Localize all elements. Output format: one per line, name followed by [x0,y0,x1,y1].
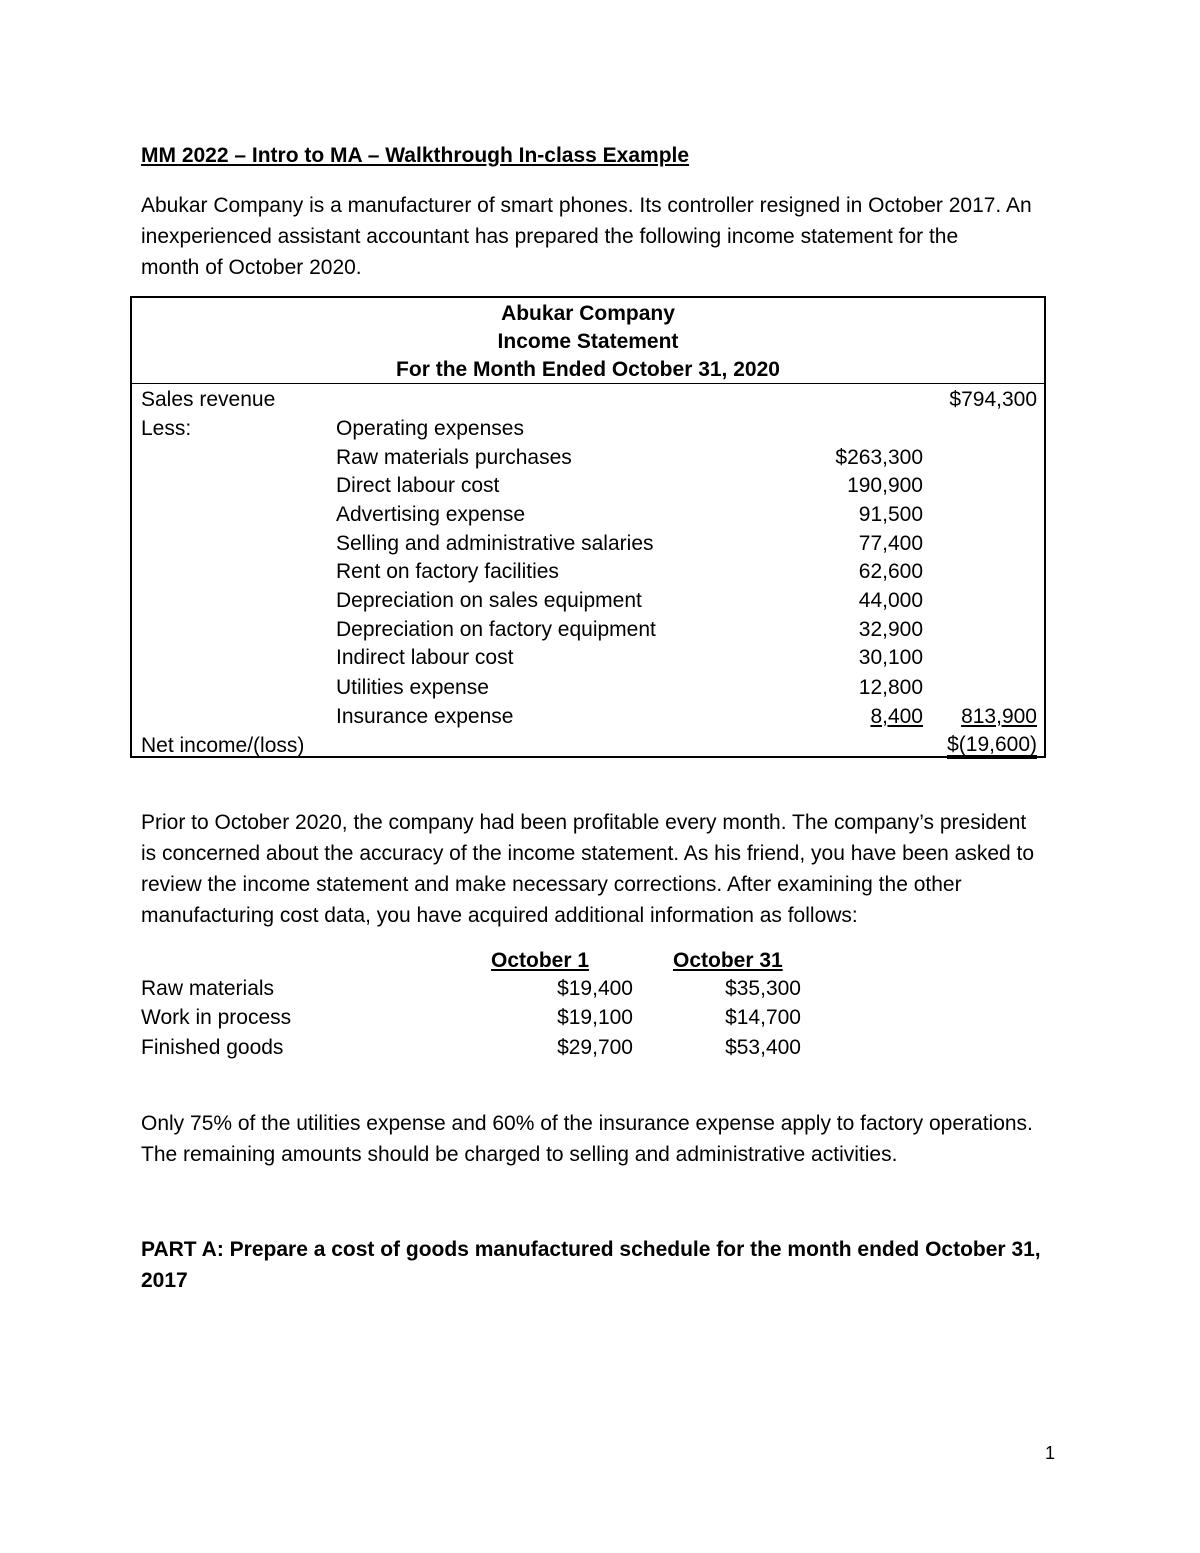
total-expenses: 813,900 [961,705,1037,728]
expense-label: Insurance expense [336,705,514,728]
context-line: manufacturing cost data, you have acquired additional information as follows: [141,904,858,927]
expense-value: 62,600 [858,560,923,583]
inventory-oct1-value: $19,400 [557,977,633,1000]
document-title: MM 2022 – Intro to MA – Walkthrough In-class Example [141,144,690,167]
expense-label: Advertising expense [336,503,526,526]
inventory-row-label: Finished goods [141,1036,284,1059]
statement-company: Abukar Company [501,302,675,325]
inventory-oct1-value: $29,700 [557,1036,633,1059]
context-line: review the income statement and make necessary corrections. After examining the other [141,873,962,896]
allocation-line: Only 75% of the utilities expense and 60% of the insurance expense apply to factory operations. [141,1112,1033,1135]
expense-label: Rent on factory facilities [336,560,559,583]
expense-label: Utilities expense [336,676,489,699]
expense-label: Indirect labour cost [336,646,514,669]
net-income-label: Net income/(loss) [141,734,305,757]
expense-value: 32,900 [858,618,923,641]
intro-paragraph [141,190,1071,283]
expense-value: 12,800 [858,676,923,699]
inventory-row-label: Raw materials [141,977,275,1000]
inventory-row-label: Work in process [141,1006,292,1029]
net-income-value: $(19,600) [947,734,1037,759]
expense-value: 8,400 [870,705,923,728]
statement-name: Income Statement [497,330,679,353]
allocation-line: The remaining amounts should be charged to selling and administrative activities. [141,1143,898,1166]
context-line: is concerned about the accuracy of the income statement. As his friend, you have been asked to [141,842,1035,865]
opex-label: Operating expenses [336,417,524,440]
expense-label: Selling and administrative salaries [336,532,654,555]
statement-header-divider [130,383,1046,384]
part-a-line: PART A: Prepare a cost of goods manufactured schedule for the month ended October 31, [141,1238,1041,1261]
expense-label: Raw materials purchases [336,446,572,469]
sales-label: Sales revenue [141,388,276,411]
expense-value: 44,000 [858,589,923,612]
context-line: Prior to October 2020, the company had been profitable every month. The company’s president [141,811,1027,834]
inventory-oct1-value: $19,100 [557,1006,633,1029]
less-label: Less: [141,417,192,440]
inventory-oct31-value: $35,300 [725,977,801,1000]
part-a-line: 2017 [141,1269,188,1292]
intro-line: inexperienced assistant accountant has prepared the following income statement for the [141,225,959,248]
inventory-oct31-value: $14,700 [725,1006,801,1029]
expense-value: 77,400 [858,532,923,555]
intro-line: month of October 2020. [141,256,362,279]
expense-value: 190,900 [847,474,923,497]
expense-label: Depreciation on factory equipment [336,618,656,641]
inventory-oct31-value: $53,400 [725,1036,801,1059]
allocation-paragraph [141,1108,1081,1170]
inventory-col-october31: October 31 [673,949,783,972]
context-paragraph [141,807,1071,931]
statement-period: For the Month Ended October 31, 2020 [396,358,780,381]
inventory-col-october1: October 1 [491,949,590,972]
intro-line: Abukar Company is a manufacturer of smart phones. Its controller resigned in October 2017. An [141,194,1032,217]
expense-value: 91,500 [858,503,923,526]
expense-label: Direct labour cost [336,474,500,497]
expense-value: $263,300 [835,446,923,469]
page-number: 1 [1044,1443,1055,1463]
expense-label: Depreciation on sales equipment [336,589,642,612]
expense-value: 30,100 [858,646,923,669]
part-a-instruction [141,1234,1071,1296]
sales-value: $794,300 [949,388,1037,411]
